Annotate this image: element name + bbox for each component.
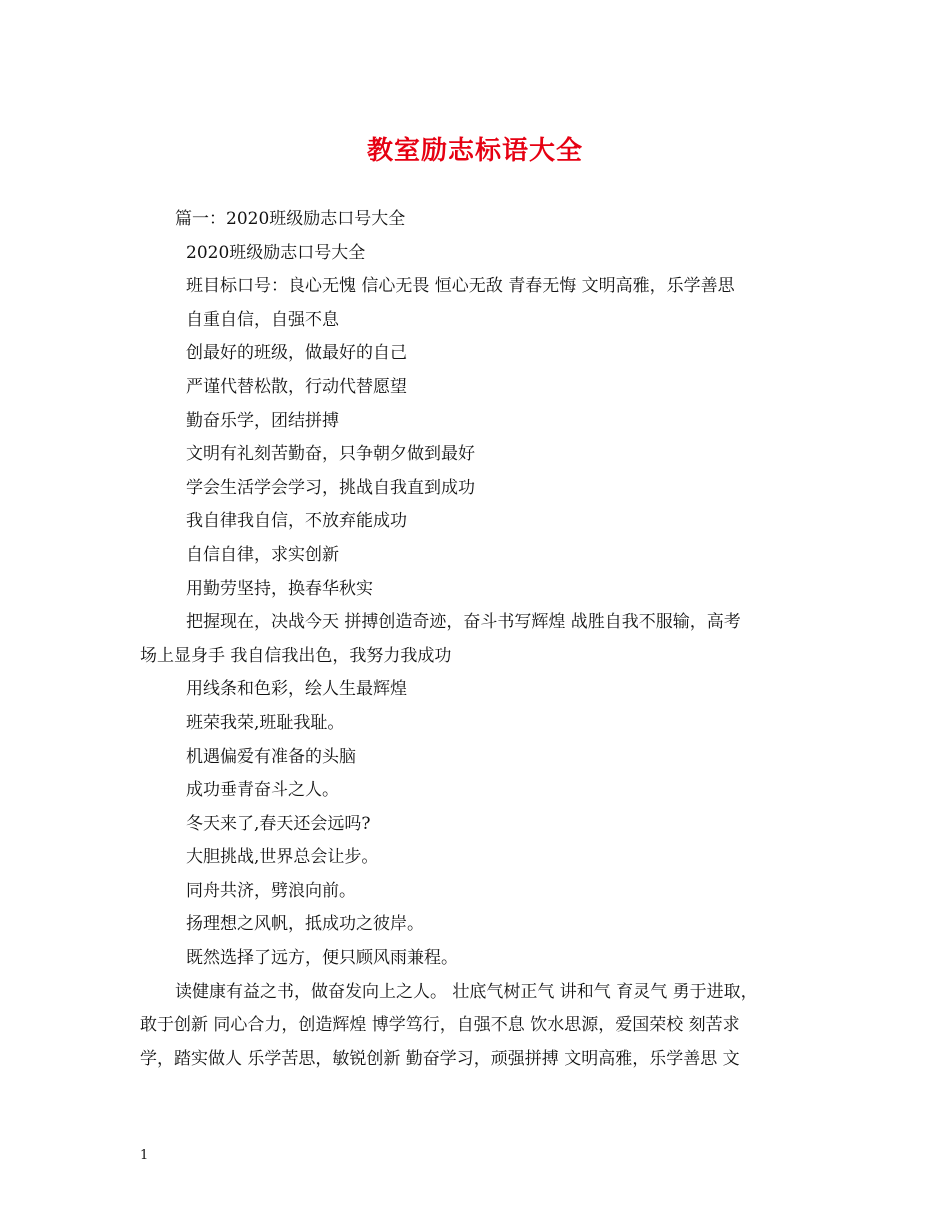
slogan-line: 大胆挑战,世界总会让步。 bbox=[186, 847, 379, 868]
slogan-line: 成功垂青奋斗之人。 bbox=[186, 780, 339, 801]
slogan-line: 创最好的班级，做最好的自己 bbox=[186, 343, 407, 364]
paragraph-line-continued: 学，踏实做人 乐学苦思，敏锐创新 勤奋学习，顽强拼搏 文明高雅，乐学善思 文 bbox=[140, 1048, 740, 1069]
slogan-line: 我自律我自信，不放弃能成功 bbox=[186, 511, 407, 532]
document-title: 教室励志标语大全 bbox=[366, 136, 583, 166]
slogan-line: 把握现在，决战今天 拼搏创造奇迹，奋斗书写辉煌 战胜自我不服输，高考 bbox=[186, 612, 741, 633]
slogan-line: 同舟共济，劈浪向前。 bbox=[186, 880, 356, 901]
slogan-line: 自信自律，求实创新 bbox=[186, 544, 339, 565]
slogan-line: 文明有礼刻苦勤奋，只争朝夕做到最好 bbox=[186, 444, 475, 465]
slogan-line: 严谨代替松散，行动代替愿望 bbox=[186, 376, 407, 397]
paragraph-line-continued: 敢于创新 同心合力，创造辉煌 博学笃行，自强不息 饮水思源，爱国荣校 刻苦求 bbox=[140, 1015, 740, 1036]
slogan-line: 冬天来了,春天还会远吗? bbox=[186, 813, 371, 834]
slogan-line: 扬理想之风帆，抵成功之彼岸。 bbox=[186, 914, 424, 935]
slogan-line: 用线条和色彩，绘人生最辉煌 bbox=[186, 679, 407, 700]
slogan-line: 勤奋乐学，团结拼搏 bbox=[186, 410, 339, 431]
slogan-line: 既然选择了远方，便只顾风雨兼程。 bbox=[186, 948, 458, 969]
page-number: 1 bbox=[140, 1148, 149, 1163]
slogan-line: 班荣我荣,班耻我耻。 bbox=[186, 712, 345, 733]
slogan-line-continued: 场上显身手 我自信我出色，我努力我成功 bbox=[140, 645, 452, 666]
slogan-line: 学会生活学会学习，挑战自我直到成功 bbox=[186, 477, 475, 498]
slogan-line: 机遇偏爱有准备的头脑 bbox=[186, 746, 356, 767]
section-heading: 篇一：2020班级励志口号大全 bbox=[175, 209, 406, 229]
subheading: 2020班级励志口号大全 bbox=[186, 242, 366, 263]
slogan-line: 用勤劳坚持，换春华秋实 bbox=[186, 578, 373, 599]
paragraph-line: 读健康有益之书，做奋发向上之人。 壮底气树正气 讲和气 育灵气 勇于进取， bbox=[175, 981, 758, 1002]
document-body bbox=[140, 203, 820, 1076]
slogan-line: 班目标口号：良心无愧 信心无畏 恒心无敌 青春无悔 文明高雅，乐学善思 bbox=[186, 276, 735, 297]
slogan-line: 自重自信，自强不息 bbox=[186, 309, 339, 330]
